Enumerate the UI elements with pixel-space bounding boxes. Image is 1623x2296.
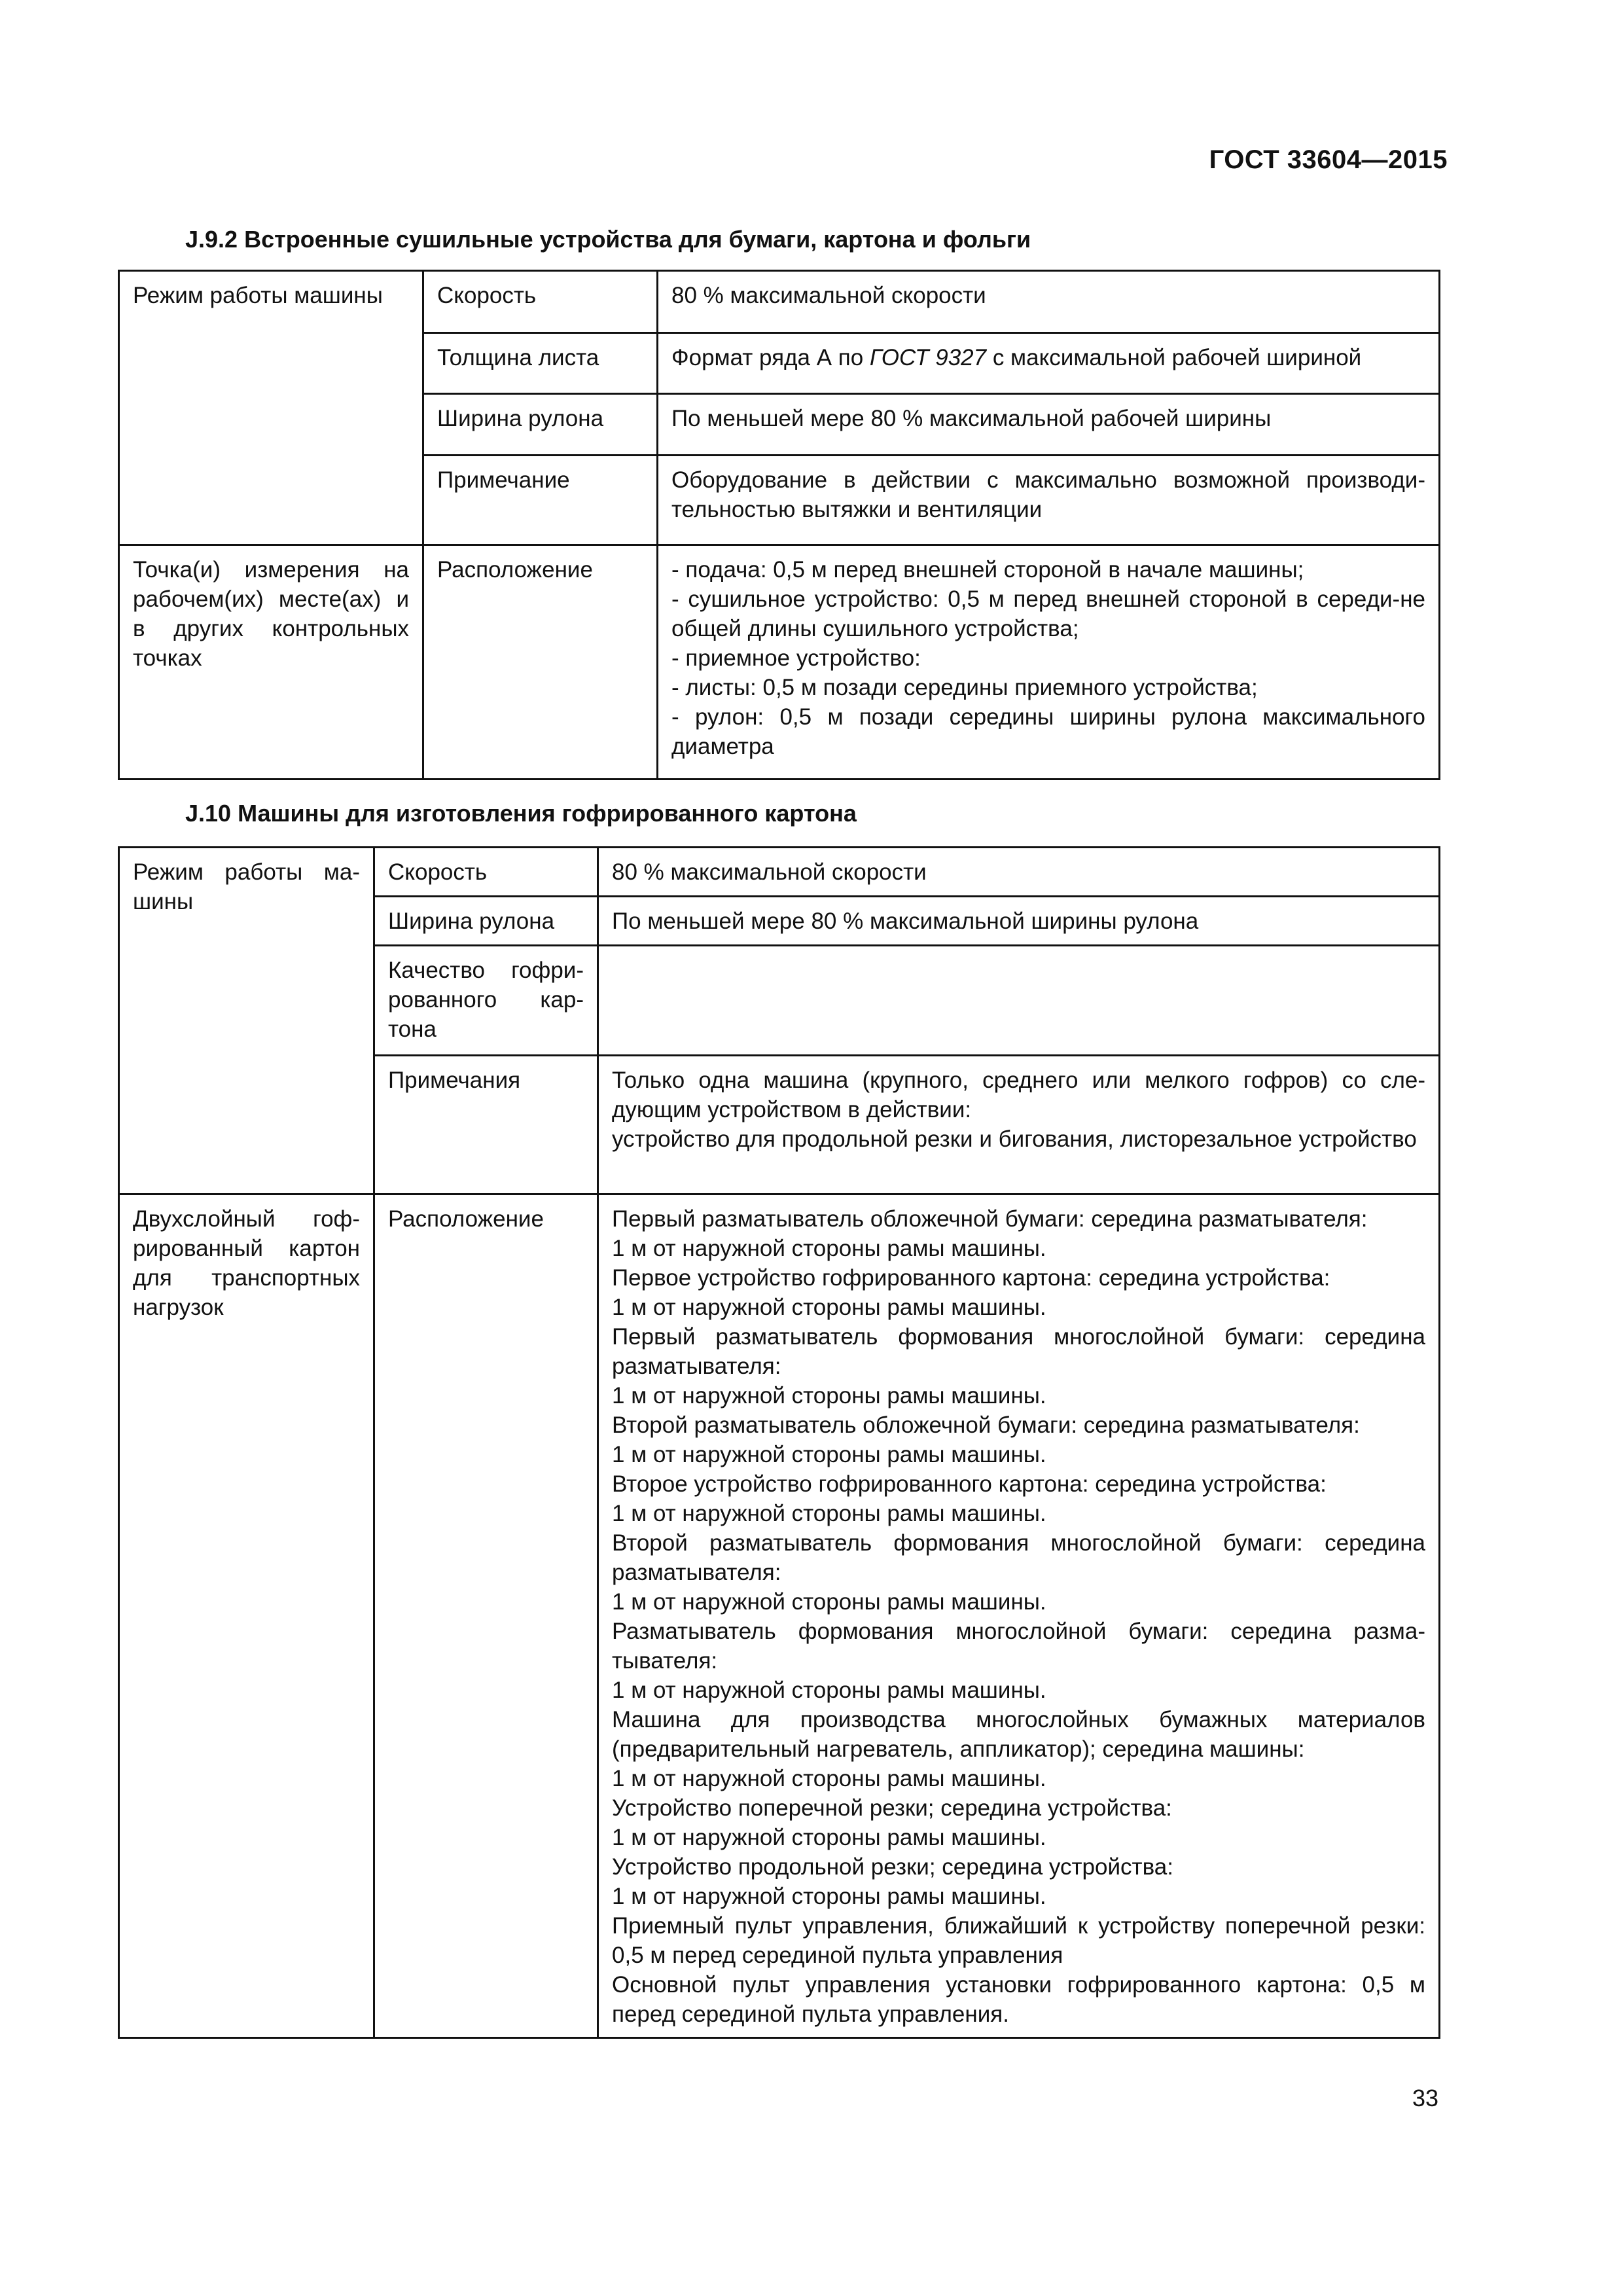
standard-reference: ГОСТ 9327 bbox=[869, 345, 987, 370]
value-note: Оборудование в действии с максимально возможной производи-тельностью вытяжки и вентиляции bbox=[658, 456, 1440, 545]
param-location: Расположение bbox=[374, 1194, 598, 2038]
value-roll-width: По меньшей мере 80 % максимальной ширины рулона bbox=[598, 897, 1440, 946]
value-notes bbox=[598, 1056, 1440, 1194]
value-speed: 80 % максимальной скорости bbox=[598, 848, 1440, 897]
param-notes: Примечания bbox=[374, 1056, 598, 1194]
list-item: 1 м от наружной стороны рамы машины. bbox=[612, 1295, 1046, 1320]
value-board-quality bbox=[598, 946, 1440, 1056]
list-item: Второй разматыватель формования многослойной бумаги: середина разматывателя: bbox=[612, 1530, 1425, 1585]
param-board-quality: Качество гофри-рованного кар-тона bbox=[374, 946, 598, 1056]
document-id-header: ГОСТ 33604—2015 bbox=[1209, 145, 1448, 174]
param-speed: Скорость bbox=[423, 271, 658, 333]
list-item: Второе устройство гофрированного картона: середина устройства: bbox=[612, 1471, 1327, 1497]
list-item: Разматыватель формования многослойной бумаги: середина разма-тывателя: bbox=[612, 1619, 1425, 1674]
table-row bbox=[119, 1194, 1440, 2038]
list-item: Второй разматыватель обложечной бумаги: середина разматывателя: bbox=[612, 1412, 1360, 1438]
param-location: Расположение bbox=[423, 545, 658, 780]
value-sheet-thickness bbox=[658, 333, 1440, 394]
value-location-list bbox=[598, 1194, 1440, 2038]
list-item: 1 м от наружной стороны рамы машины. bbox=[612, 1383, 1046, 1408]
list-item: 1 м от наружной стороны рамы машины. bbox=[612, 1766, 1046, 1791]
list-item: Основной пульт управления установки гофрированного картона: 0,5 м перед серединой пульта управления. bbox=[612, 1972, 1425, 2027]
group-label-double-wall-board: Двухслойный гоф-рированный картон для транспортных нагрузок bbox=[119, 1194, 374, 2038]
note-line: устройство для продольной резки и бигования, листорезальное устройство bbox=[612, 1126, 1417, 1152]
table-row bbox=[119, 848, 1440, 897]
list-item: 1 м от наружной стороны рамы машины. bbox=[612, 1825, 1046, 1850]
list-item: Первое устройство гофрированного картона: середина устройства: bbox=[612, 1265, 1330, 1291]
note-line: Только одна машина (крупного, среднего или мелкого гофров) со сле-дующим устройством в действии: bbox=[612, 1067, 1425, 1122]
list-item: 1 м от наружной стороны рамы машины. bbox=[612, 1677, 1046, 1703]
value-text-post: с максимальной рабочей шириной bbox=[986, 345, 1362, 370]
list-item: - сушильное устройство: 0,5 м перед внешней стороной в середи-не общей длины сушильного устройства; bbox=[671, 586, 1425, 641]
list-item: Устройство продольной резки; середина устройства: bbox=[612, 1854, 1173, 1880]
value-speed: 80 % максимальной скорости bbox=[658, 271, 1440, 333]
group-label-machine-mode: Режим работы машины bbox=[119, 271, 423, 545]
group-label-measurement-points: Точка(и) измерения на рабочем(их) месте(ах) и в других контрольных точках bbox=[119, 545, 423, 780]
list-item: 1 м от наружной стороны рамы машины. bbox=[612, 1589, 1046, 1615]
list-item: Первый разматыватель обложечной бумаги: середина разматывателя: bbox=[612, 1206, 1368, 1232]
table-dryers bbox=[118, 270, 1440, 780]
list-item: 1 м от наружной стороны рамы машины. bbox=[612, 1442, 1046, 1467]
param-roll-width: Ширина рулона bbox=[423, 394, 658, 456]
page-number: 33 bbox=[1412, 2085, 1438, 2111]
list-item: Машина для производства многослойных бумажных материалов (предварительный нагреватель, аппликатор); середина машины: bbox=[612, 1707, 1425, 1762]
table-corrugated bbox=[118, 846, 1440, 2039]
list-item: 1 м от наружной стороны рамы машины. bbox=[612, 1884, 1046, 1909]
param-speed: Скорость bbox=[374, 848, 598, 897]
group-label-machine-mode: Режим работы ма-шины bbox=[119, 848, 374, 1194]
value-location-list bbox=[658, 545, 1440, 780]
list-item: 1 м от наружной стороны рамы машины. bbox=[612, 1236, 1046, 1261]
list-item: Первый разматыватель формования многослойной бумаги: середина разматывателя: bbox=[612, 1324, 1425, 1379]
list-item: Приемный пульт управления, ближайший к устройству поперечной резки: 0,5 м перед серединой пульта управления bbox=[612, 1913, 1425, 1968]
list-item: 1 м от наружной стороны рамы машины. bbox=[612, 1501, 1046, 1526]
section-heading-j10: J.10 Машины для изготовления гофрированного картона bbox=[185, 800, 857, 827]
list-item: - приемное устройство: bbox=[671, 645, 921, 671]
list-item: - листы: 0,5 м позади середины приемного устройства; bbox=[671, 675, 1258, 700]
param-roll-width: Ширина рулона bbox=[374, 897, 598, 946]
table-row bbox=[119, 545, 1440, 780]
value-text-pre: Формат ряда А по bbox=[671, 345, 870, 370]
list-item: - рулон: 0,5 м позади середины ширины рулона максимального диаметра bbox=[671, 704, 1425, 759]
table-row bbox=[119, 271, 1440, 333]
list-item: Устройство поперечной резки; середина устройства: bbox=[612, 1795, 1172, 1821]
list-item: - подача: 0,5 м перед внешней стороной в начале машины; bbox=[671, 557, 1304, 583]
param-sheet-thickness: Толщина листа bbox=[423, 333, 658, 394]
section-heading-j92: J.9.2 Встроенные сушильные устройства для бумаги, картона и фольги bbox=[185, 226, 1031, 253]
value-roll-width: По меньшей мере 80 % максимальной рабочей ширины bbox=[658, 394, 1440, 456]
param-note: Примечание bbox=[423, 456, 658, 545]
